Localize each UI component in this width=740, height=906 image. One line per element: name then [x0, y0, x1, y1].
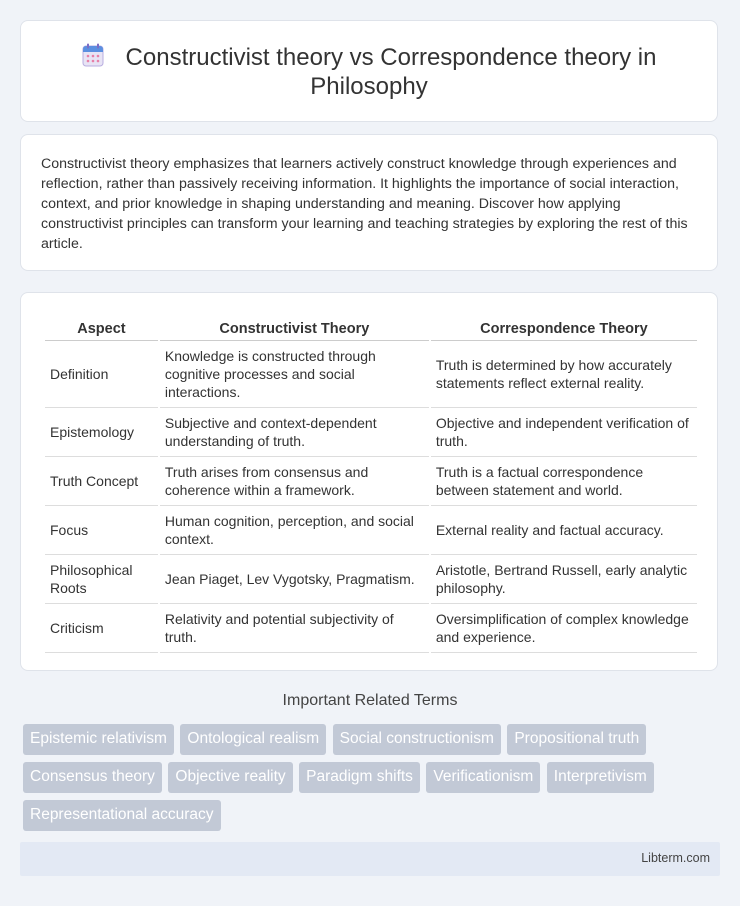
related-term-tag[interactable]: Epistemic relativism	[23, 724, 174, 755]
table-row	[45, 341, 697, 408]
intro-paragraph: Constructivist theory emphasizes that learners actively construct knowledge through experiences and reflection, rather than passively receiving information. It highlights the importance of social interaction, context, and prior knowledge in shaping understanding and meaning. Discover how applying constructivist principles can transform your learning and teaching strategies by exploring the rest of this article.	[41, 156, 688, 252]
cell-aspect: Criticism	[45, 604, 158, 653]
cell-constructivist: Truth arises from consensus and coherence within a framework.	[160, 457, 429, 506]
page-title-container	[21, 43, 717, 101]
related-term-tag[interactable]: Representational accuracy	[23, 800, 221, 831]
header-aspect: Aspect	[45, 314, 158, 341]
cell-aspect: Focus	[45, 506, 158, 555]
comparison-table	[43, 314, 699, 653]
cell-aspect: Philosophical Roots	[45, 555, 158, 604]
cell-constructivist: Knowledge is constructed through cognitive processes and social interactions.	[160, 341, 429, 408]
cell-aspect: Definition	[45, 341, 158, 408]
related-terms-list	[23, 724, 703, 838]
cell-correspondence: Truth is a factual correspondence between statement and world.	[431, 457, 697, 506]
related-term-tag[interactable]: Social constructionism	[333, 724, 501, 755]
cell-correspondence: Objective and independent verification of truth.	[431, 408, 697, 457]
title-card	[20, 20, 718, 122]
cell-correspondence: Oversimplification of complex knowledge and experience.	[431, 604, 697, 653]
footer-bar	[20, 842, 720, 876]
cell-correspondence: Aristotle, Bertrand Russell, early analytic philosophy.	[431, 555, 697, 604]
header-constructivist: Constructivist Theory	[160, 314, 429, 341]
related-term-tag[interactable]: Propositional truth	[507, 724, 646, 755]
footer-site-link[interactable]: Libterm.com	[641, 851, 710, 865]
table-row	[45, 604, 697, 653]
related-term-tag[interactable]: Ontological realism	[180, 724, 326, 755]
related-term-tag[interactable]: Verificationism	[426, 762, 540, 793]
related-term-tag[interactable]: Paradigm shifts	[299, 762, 420, 793]
related-terms-heading: Important Related Terms	[282, 692, 458, 709]
page-title: Constructivist theory vs Correspondence theory in Philosophy	[125, 44, 657, 100]
cell-constructivist: Jean Piaget, Lev Vygotsky, Pragmatism.	[160, 555, 429, 604]
intro-card	[20, 134, 718, 271]
table-row	[45, 555, 697, 604]
header-correspondence: Correspondence Theory	[431, 314, 697, 341]
calendar-icon	[82, 43, 104, 67]
table-row	[45, 457, 697, 506]
comparison-table-card	[20, 292, 718, 671]
table-header-row	[45, 314, 697, 341]
related-term-tag[interactable]: Objective reality	[168, 762, 292, 793]
cell-constructivist: Human cognition, perception, and social context.	[160, 506, 429, 555]
cell-aspect: Epistemology	[45, 408, 158, 457]
related-term-tag[interactable]: Consensus theory	[23, 762, 162, 793]
table-row	[45, 506, 697, 555]
cell-constructivist: Relativity and potential subjectivity of truth.	[160, 604, 429, 653]
related-term-tag[interactable]: Interpretivism	[547, 762, 654, 793]
table-row	[45, 408, 697, 457]
cell-correspondence: External reality and factual accuracy.	[431, 506, 697, 555]
cell-correspondence: Truth is determined by how accurately statements reflect external reality.	[431, 341, 697, 408]
cell-constructivist: Subjective and context-dependent understanding of truth.	[160, 408, 429, 457]
cell-aspect: Truth Concept	[45, 457, 158, 506]
